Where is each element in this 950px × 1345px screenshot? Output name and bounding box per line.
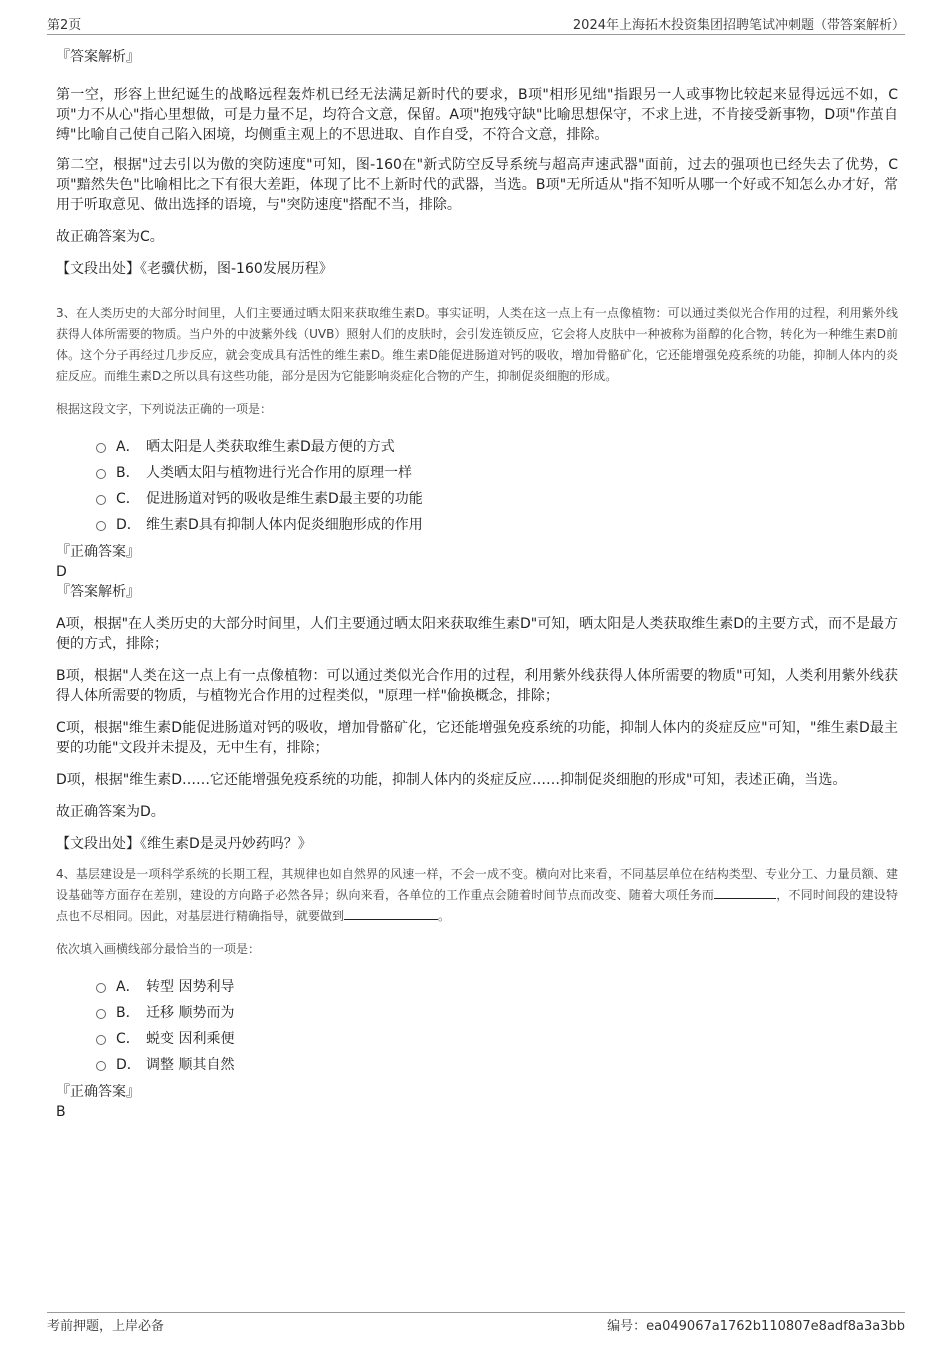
option-text: 促进肠道对钙的吸收是维生素D最主要的功能 xyxy=(146,491,423,507)
q4-answer-tag: 『正确答案』 xyxy=(56,1084,140,1100)
q3-analysis-b: B项，根据"人类在这一点上有一点像植物：可以通过类似光合作用的过程，利用紫外线获得人体所需要的物质"可知，人类利用紫外线获得人体所需要的物质，与植物光合作用的过程类似，"原理一样"偷换概念，排除； xyxy=(56,668,898,704)
code-label: 编号： xyxy=(607,1319,647,1334)
option-text: 蜕变 因利乘便 xyxy=(146,1031,235,1047)
q4-options xyxy=(56,974,898,1078)
q4-stem xyxy=(56,864,898,927)
footer-slogan: 考前押题，上岸必备 xyxy=(47,1319,165,1334)
option-letter: C． xyxy=(116,491,140,507)
q3-answer-tag: 『正确答案』 xyxy=(56,544,140,560)
radio-icon[interactable] xyxy=(96,1035,106,1045)
option-letter: A． xyxy=(116,439,140,455)
q2-analysis-tag: 『答案解析』 xyxy=(56,49,140,65)
q4-blank-2 xyxy=(344,907,438,920)
q4-blank-1 xyxy=(714,886,776,899)
radio-icon[interactable] xyxy=(96,1061,106,1071)
radio-icon[interactable] xyxy=(96,983,106,993)
option-letter: B． xyxy=(116,465,140,481)
q3-option-a[interactable] xyxy=(96,434,898,460)
q3-conclusion: 故正确答案为D。 xyxy=(56,804,165,820)
q3-stem: 3、在人类历史的大部分时间里，人们主要通过晒太阳来获取维生素D。事实证明，人类在这一点上有一点像植物：可以通过类似光合作用的过程，利用紫外线获得人体所需要的物质。当户外的中波紫外线（UVB）照射人们的皮肤时，会引发连锁反应，它会将人皮肤中一种被称为甾醇的化合物，转化为一种维生素D前体。这个分子再经过几步反应，就会变成具有活性的维生素D。维生素D能促进肠道对钙的吸收，增加骨骼矿化，它还能增强免疫系统的功能，抑制人体内的炎症反应。而维生素D之所以具有这些功能，部分是因为它能影响炎症化合物的产生，抑制促炎细胞的形成。 xyxy=(56,306,898,383)
page-number: 第2页 xyxy=(47,18,82,33)
q2-source: 【文段出处】《老骥伏枥，图-160发展历程》 xyxy=(56,261,333,277)
radio-icon[interactable] xyxy=(96,469,106,479)
q4-prompt: 依次填入画横线部分最恰当的一项是： xyxy=(56,942,261,956)
q3-answer: D xyxy=(56,564,67,580)
q2-analysis-p2: 第二空，根据"过去引以为傲的突防速度"可知，图-160在"新式防空反导系统与超高声速武器"面前，过去的强项也已经失去了优势，C项"黯然失色"比喻相比之下有很大差距，体现了比不上新时代的武器，当选。B项"无所适从"指不知听从哪一个好或不知怎么办才好，常用于听取意见、做出选择的语境，与"突防速度"搭配不当，排除。 xyxy=(56,157,898,213)
radio-icon[interactable] xyxy=(96,1009,106,1019)
option-text: 迁移 顺势而为 xyxy=(146,1005,235,1021)
option-text: 人类晒太阳与植物进行光合作用的原理一样 xyxy=(146,465,412,481)
option-text: 转型 因势利导 xyxy=(146,979,235,995)
q3-analysis-c: C项，根据"维生素D能促进肠道对钙的吸收，增加骨骼矿化，它还能增强免疫系统的功能，抑制人体内的炎症反应"可知，"维生素D最主要的功能"文段并未提及，无中生有，排除； xyxy=(56,720,898,756)
q3-option-b[interactable] xyxy=(96,460,898,486)
q4-stem-part2: ，不同时间段的建设特点也不尽相同。因此，对基层进行精确指导，就要做到 xyxy=(56,888,898,923)
q3-source: 【文段出处】《维生素D是灵丹妙药吗？》 xyxy=(56,836,312,852)
radio-icon[interactable] xyxy=(96,443,106,453)
q4-answer: B xyxy=(56,1104,66,1120)
radio-icon[interactable] xyxy=(96,521,106,531)
q2-conclusion: 故正确答案为C。 xyxy=(56,229,164,245)
document-code xyxy=(607,1315,905,1334)
radio-icon[interactable] xyxy=(96,495,106,505)
q3-option-c[interactable] xyxy=(96,486,898,512)
option-letter: B． xyxy=(116,1005,140,1021)
q4-option-b[interactable] xyxy=(96,1000,898,1026)
document-title: 2024年上海拓木投资集团招聘笔试冲刺题（带答案解析） xyxy=(572,18,905,33)
q3-options xyxy=(56,434,898,538)
option-letter: C． xyxy=(116,1031,140,1047)
q3-analysis-d: D项，根据"维生素D……它还能增强免疫系统的功能，抑制人体内的炎症反应……抑制促炎细胞的形成"可知，表述正确，当选。 xyxy=(56,772,847,788)
code-value: ea049067a1762b110807e8adf8a3a3bb xyxy=(646,1319,905,1334)
option-text: 调整 顺其自然 xyxy=(146,1057,235,1073)
option-text: 维生素D具有抑制人体内促炎细胞形成的作用 xyxy=(146,517,423,533)
option-letter: D． xyxy=(116,1057,141,1073)
q4-option-a[interactable] xyxy=(96,974,898,1000)
page-header xyxy=(47,12,905,35)
q4-option-d[interactable] xyxy=(96,1052,898,1078)
q3-analysis-a: A项，根据"在人类历史的大部分时间里，人们主要通过晒太阳来获取维生素D"可知，晒太阳是人类获取维生素D的主要方式，而不是最方便的方式，排除； xyxy=(56,616,899,652)
q4-stem-part1: 4、基层建设是一项科学系统的长期工程，其规律也如自然界的风速一样，不会一成不变。横向对比来看，不同基层单位在结构类型、专业分工、力量员额、建设基础等方面存在差别，建设的方向路子必然各异；纵向来看，各单位的工作重点会随着时间节点而改变、随着大项任务而 xyxy=(56,867,898,902)
option-text: 晒太阳是人类获取维生素D最方便的方式 xyxy=(146,439,395,455)
page-content xyxy=(56,44,898,1122)
option-letter: D． xyxy=(116,517,141,533)
q3-option-d[interactable] xyxy=(96,512,898,538)
option-letter: A． xyxy=(116,979,140,995)
q4-stem-part3: 。 xyxy=(438,909,451,923)
q3-analysis-tag: 『答案解析』 xyxy=(56,584,140,600)
q2-analysis-p1: 第一空，形容上世纪诞生的战略远程轰炸机已经无法满足新时代的要求，B项"相形见绌"指跟另一人或事物比较起来显得远远不如，C项"力不从心"指心里想做，可是力量不足，均符合文意，保留。A项"抱残守缺"比喻思想保守，不求上进，不肯接受新事物，D项"作茧自缚"比喻自己使自己陷入困境，均侧重主观上的不思进取、自作自受，不符合文意，排除。 xyxy=(56,87,898,143)
q4-option-c[interactable] xyxy=(96,1026,898,1052)
page-footer xyxy=(47,1312,905,1335)
q3-prompt: 根据这段文字，下列说法正确的一项是： xyxy=(56,402,273,416)
